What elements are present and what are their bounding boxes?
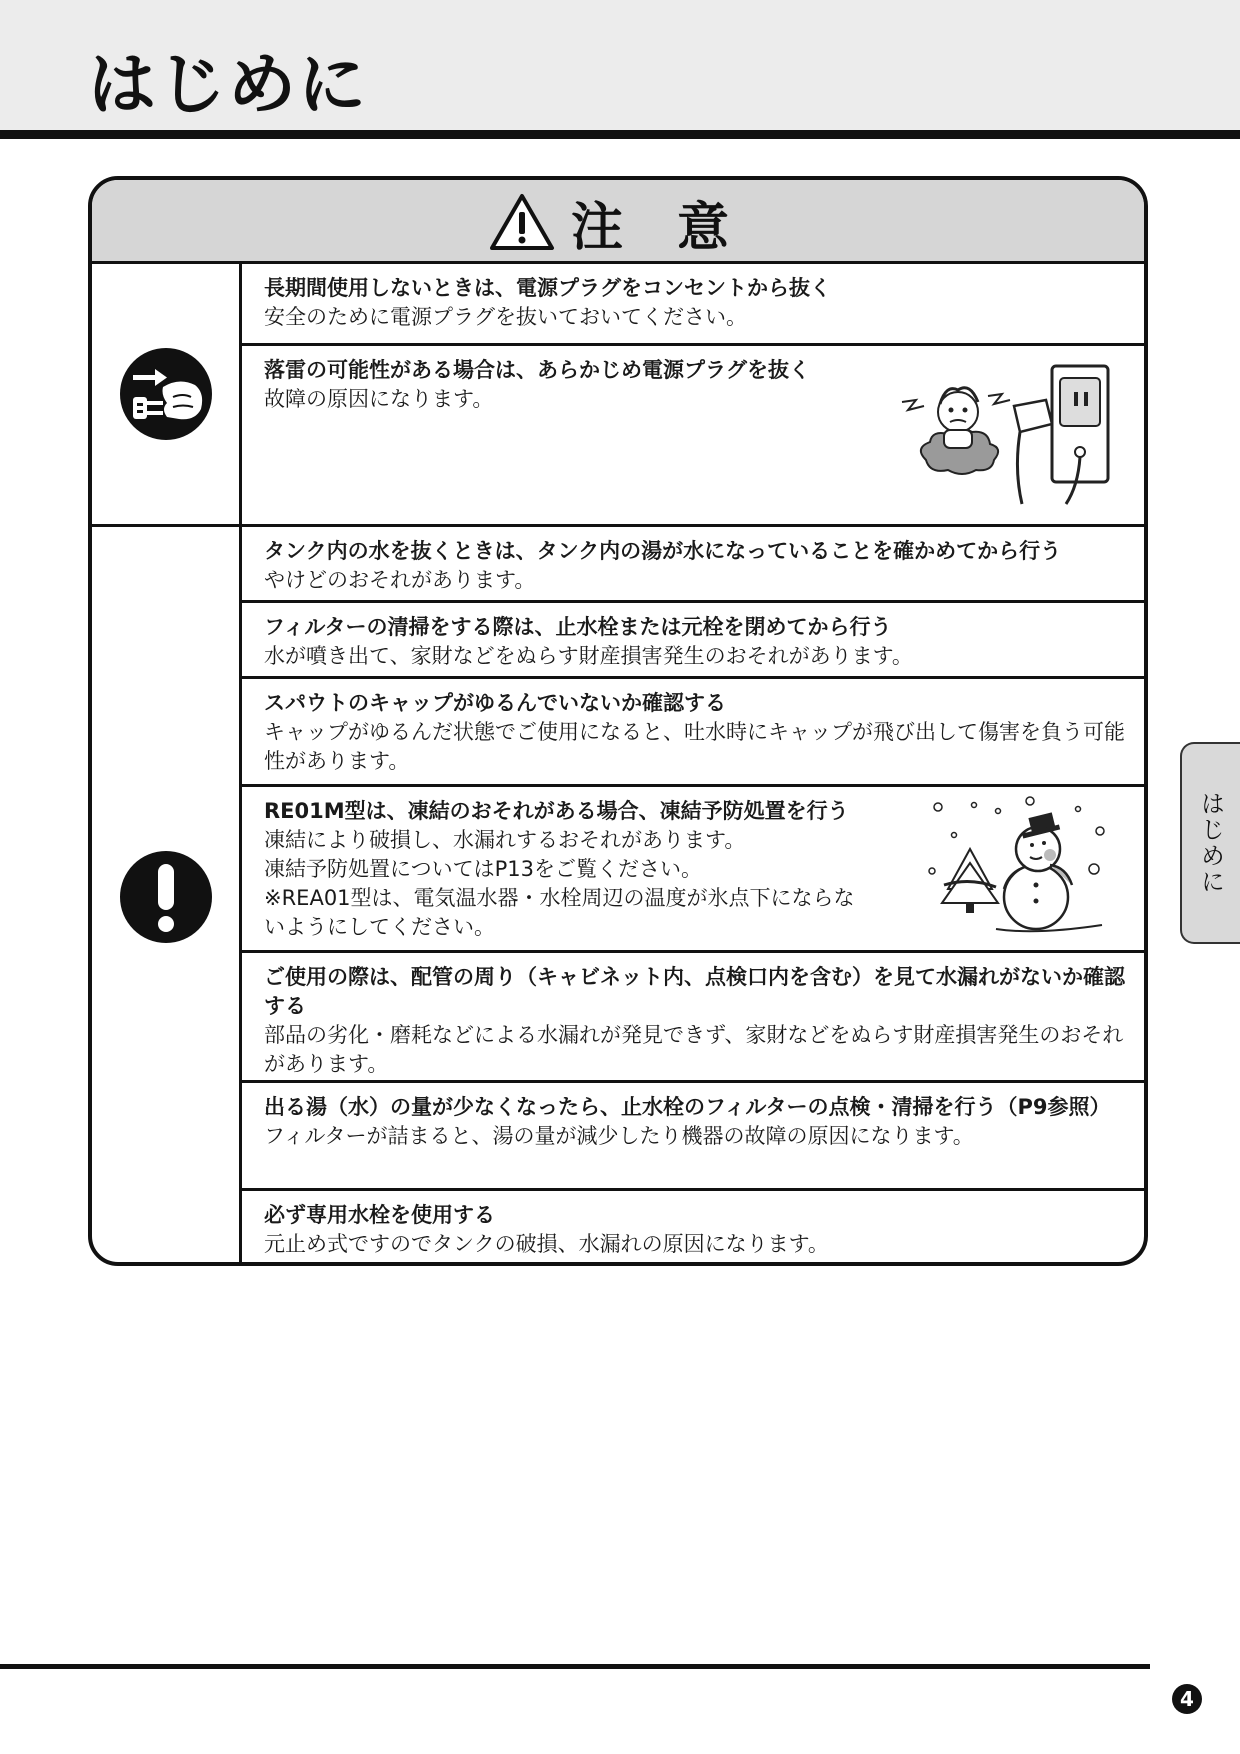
- caution-item-desc: キャップがゆるんだ状態でご使用になると、吐水時にキャップが飛び出して傷害を負う可能性があります。: [264, 720, 1125, 773]
- caution-item-heading: スパウトのキャップがゆるんでいないか確認する: [264, 691, 726, 715]
- caution-item: [242, 346, 1148, 527]
- caution-item-heading: フィルターの清掃をする際は、止水栓または元栓を閉めてから行う: [264, 615, 892, 639]
- page-number: 4: [1172, 1684, 1202, 1714]
- caution-item-desc: 安全のために電源プラグを抜いておいてください。: [264, 305, 747, 329]
- caution-item: [242, 953, 1148, 1083]
- caution-title: 注 意: [570, 197, 748, 258]
- caution-item-heading: 落雷の可能性がある場合は、あらかじめ電源プラグを抜く: [264, 358, 810, 382]
- caution-item: [242, 1191, 1148, 1266]
- page-title: はじめに: [88, 46, 369, 125]
- caution-item-heading: 出る湯（水）の量が少なくなったら、止水栓のフィルターの点検・清掃を行う（P9参照）: [264, 1095, 1111, 1119]
- side-tab-label: はじめに: [1196, 791, 1225, 895]
- caution-item: [242, 679, 1148, 787]
- caution-item-heading: 必ず専用水栓を使用する: [264, 1203, 495, 1227]
- snowman-illustration: [926, 793, 1126, 937]
- lightning-unplug-illustration: [896, 360, 1126, 510]
- icon-column-group-1: [92, 264, 242, 527]
- exclamation-mandatory-icon: [119, 850, 213, 944]
- caution-item-desc: ※REA01型は、電気温水器・水栓周辺の温度が氷点下にならないようにしてください。: [264, 886, 855, 939]
- caution-item-desc: 元止め式ですのでタンクの破損、水漏れの原因になります。: [264, 1232, 829, 1256]
- caution-item-heading: タンク内の水を抜くときは、タンク内の湯が水になっていることを確かめてから行う: [264, 539, 1062, 563]
- caution-item: [242, 264, 1148, 346]
- caution-item-heading: 長期間使用しないときは、電源プラグをコンセントから抜く: [264, 276, 831, 300]
- caution-item-desc: フィルターが詰まると、湯の量が減少したり機器の故障の原因になります。: [264, 1124, 974, 1148]
- caution-box: [88, 176, 1148, 1266]
- caution-item-desc: 凍結により破損し、水漏れするおそれがあります。: [264, 828, 746, 852]
- caution-item-heading: ご使用の際は、配管の周り（キャビネット内、点検口内を含む）を見て水漏れがないか確認する: [264, 965, 1125, 1018]
- header-rule: [0, 130, 1240, 139]
- caution-item-desc: 凍結予防処置についてはP13をご覧ください。: [264, 857, 702, 881]
- icon-column-group-2: [92, 527, 242, 1266]
- caution-item-heading: RE01M型は、凍結のおそれがある場合、凍結予防処置を行う: [264, 799, 849, 823]
- section-side-tab: [1180, 742, 1240, 944]
- footer-rule: [0, 1664, 1150, 1669]
- caution-item-desc: やけどのおそれがあります。: [264, 568, 536, 592]
- caution-item-desc: 水が噴き出て、家財などをぬらす財産損害発生のおそれがあります。: [264, 644, 913, 668]
- caution-item-desc: 部品の劣化・磨耗などによる水漏れが発見できず、家財などをぬらす財産損害発生のおそれがあります。: [264, 1023, 1124, 1076]
- caution-item-desc: 故障の原因になります。: [264, 387, 494, 411]
- caution-title-wrap: [92, 180, 1144, 264]
- caution-item: [242, 603, 1148, 679]
- caution-item: [242, 787, 1148, 953]
- unplug-icon: [119, 347, 213, 441]
- caution-item: [242, 1083, 1148, 1191]
- caution-item: [242, 527, 1148, 603]
- warning-triangle-icon: [489, 193, 555, 251]
